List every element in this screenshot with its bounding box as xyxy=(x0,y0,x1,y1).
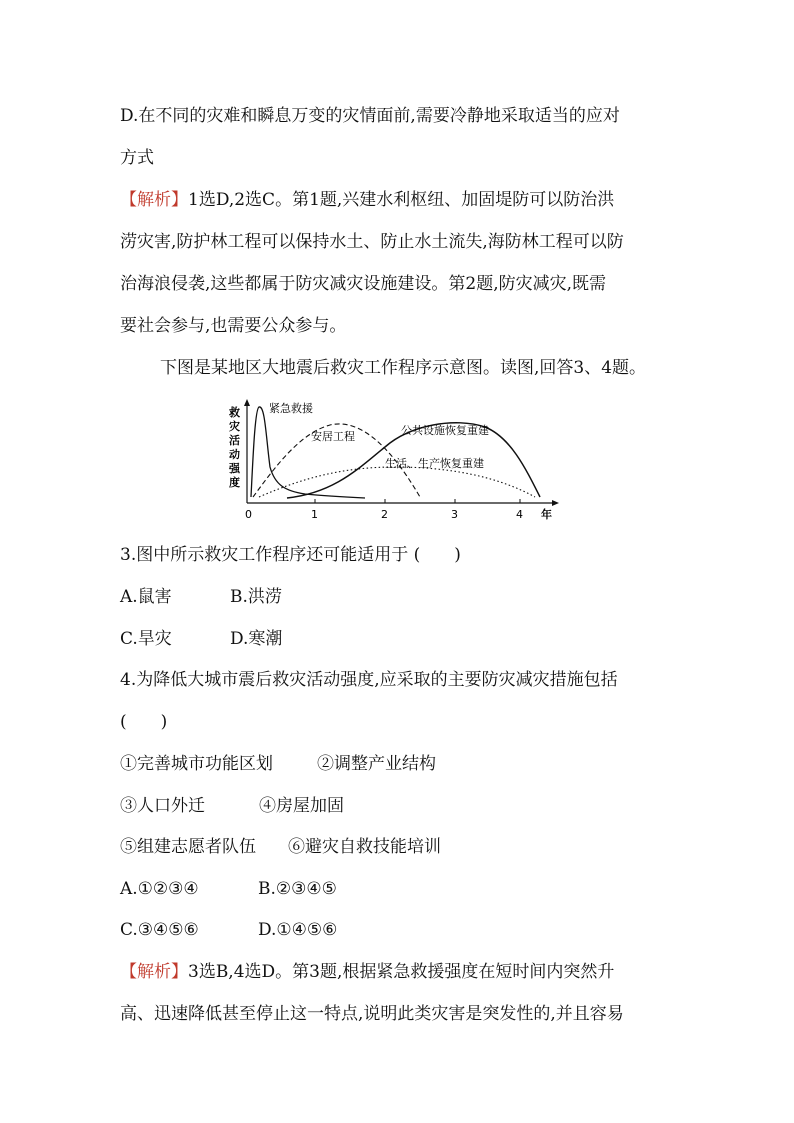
q4-option-c: C.③④⑤⑥ xyxy=(120,920,199,940)
question-3-row1 xyxy=(120,585,282,609)
measures-row2 xyxy=(120,794,344,818)
figure-intro: 下图是某地区大地震后救灾工作程序示意图。读图,回答3、4题。 xyxy=(160,358,647,378)
relief-procedure-figure xyxy=(225,397,570,523)
option-d-line2: 方式 xyxy=(120,148,154,168)
measures-row1 xyxy=(120,752,436,776)
option-d-line1: D.在不同的灾难和瞬息万变的灾情面前,需要冷静地采取适当的应对 xyxy=(120,106,620,126)
x-tick-2: 2 xyxy=(381,508,388,521)
y-label-1: 救 xyxy=(229,406,240,419)
x-axis-arrow xyxy=(552,500,559,506)
label-housing-project: 安居工程 xyxy=(311,430,355,443)
analysis-1-line2: 涝灾害,防护林工程可以保持水土、防止水土流失,海防林工程可以防 xyxy=(120,232,624,252)
measure-5: ⑤组建志愿者队伍 xyxy=(120,837,256,857)
q3-option-a: A.鼠害 xyxy=(120,587,172,607)
analysis-text: 1选D,2选C。第1题,兴建水利枢纽、加固堤防可以防治洪 xyxy=(188,190,615,210)
measures-row3 xyxy=(120,835,441,859)
analysis-tag-2: 【解析】 xyxy=(120,962,188,982)
label-emergency-rescue: 紧急救援 xyxy=(269,402,313,415)
label-production-recovery: 生活、生产恢复重建 xyxy=(385,457,484,470)
measure-2: ②调整产业结构 xyxy=(317,754,436,774)
q4-option-b: B.②③④⑤ xyxy=(258,879,337,899)
x-tick-3: 3 xyxy=(451,508,458,521)
y-label-6: 度 xyxy=(229,476,240,489)
q4-option-d: D.①④⑤⑥ xyxy=(258,920,338,940)
analysis-1-line1 xyxy=(120,188,614,212)
y-label-3: 活 xyxy=(229,434,240,447)
question-4-row1 xyxy=(120,877,337,901)
question-4-row2 xyxy=(120,918,338,942)
q4-option-a: A.①②③④ xyxy=(120,879,199,899)
question-3: 3.图中所示救灾工作程序还可能适用于 ( ) xyxy=(120,545,461,565)
x-tick-4: 4 xyxy=(516,508,523,521)
x-tick-1: 1 xyxy=(311,508,318,521)
measure-6: ⑥避灾自救技能培训 xyxy=(288,837,441,857)
series-emergency-rescue xyxy=(251,407,365,498)
y-label-4: 动 xyxy=(229,448,240,461)
analysis-text-2: 3选B,4选D。第3题,根据紧急救援强度在短时间内突然升 xyxy=(188,962,615,982)
question-4: 4.为降低大城市震后救灾活动强度,应采取的主要防灾减灾措施包括 xyxy=(120,670,618,690)
x-unit: 年 xyxy=(541,508,552,521)
series-production-recovery xyxy=(259,467,535,497)
analysis-1-line3: 治海浪侵袭,这些都属于防灾减灾设施建设。第2题,防灾减灾,既需 xyxy=(120,274,607,294)
y-axis-arrow xyxy=(244,399,250,406)
q3-option-d: D.寒潮 xyxy=(230,629,283,649)
q3-option-c: C.旱灾 xyxy=(120,629,172,649)
label-public-facilities: 公共设施恢复重建 xyxy=(401,424,489,437)
question-4-paren: ( ) xyxy=(120,712,168,732)
analysis-tag: 【解析】 xyxy=(120,190,188,210)
measure-3: ③人口外迁 xyxy=(120,796,205,816)
y-label-5: 强 xyxy=(229,462,240,475)
x-tick-0: 0 xyxy=(245,508,252,521)
q3-option-b: B.洪涝 xyxy=(230,587,282,607)
measure-4: ④房屋加固 xyxy=(259,796,344,816)
analysis-2-line1 xyxy=(120,960,614,984)
measure-1: ①完善城市功能区划 xyxy=(120,754,273,774)
figure-svg xyxy=(225,397,570,523)
y-label-2: 灾 xyxy=(229,420,240,433)
analysis-1-line4: 要社会参与,也需要公众参与。 xyxy=(120,316,347,336)
analysis-2-line2: 高、迅速降低甚至停止这一特点,说明此类灾害是突发性的,并且容易 xyxy=(120,1004,624,1024)
question-3-row2 xyxy=(120,627,283,651)
